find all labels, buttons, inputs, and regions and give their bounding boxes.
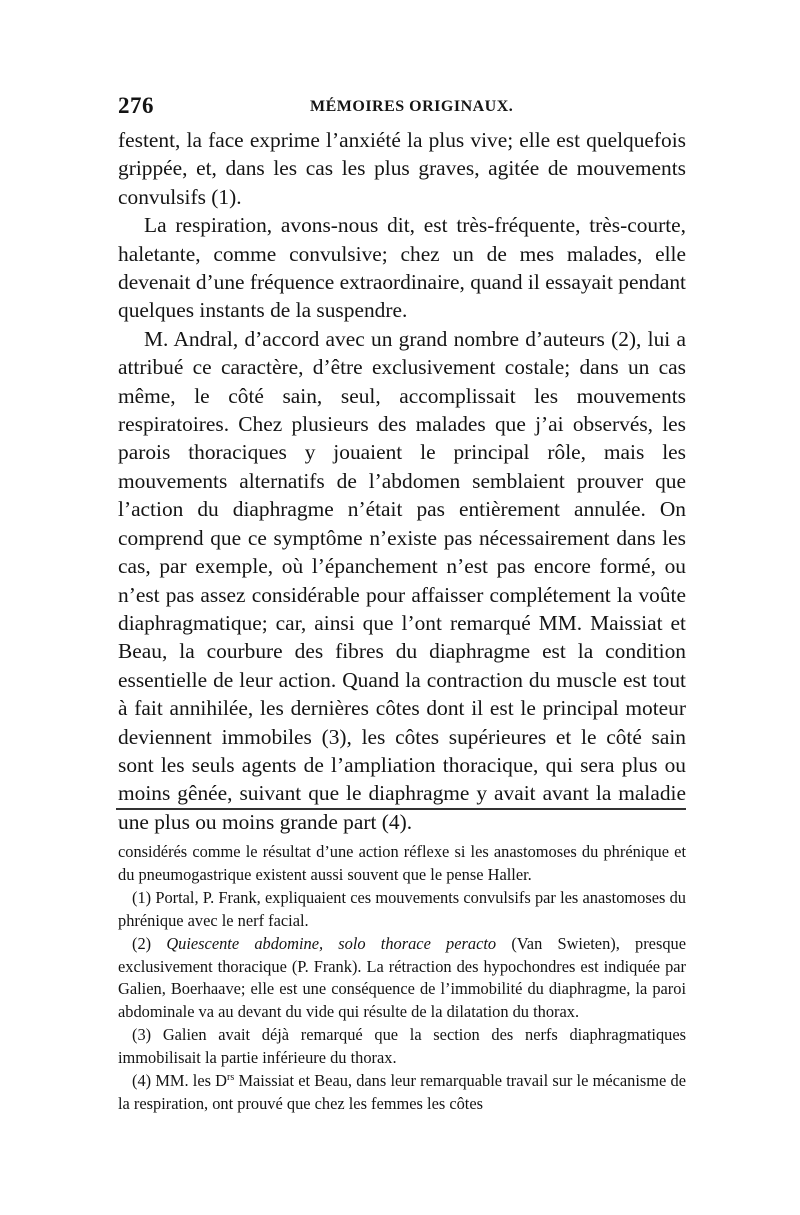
main-text [118,126,686,836]
footnote-4-text: Maissiat et Beau, dans leur remarquable travail sur le mécanisme de la respiration, ont prouvé que chez les femmes les côtes [118,1071,686,1113]
footnote-4-start: (4) MM. les D [132,1071,228,1091]
footnote-4-superscript: rs [227,1072,235,1084]
page-number: 276 [118,93,154,118]
paragraph-continuation: festent, la face exprime l’anxiété la plus vive; elle est quelquefois grippée, et, dans les cas les plus graves, agitée de mouvements convulsifs (1). [118,128,686,209]
paragraph-andral: M. Andral, d’accord avec un grand nombre d’auteurs (2), lui a attribué ce caractère, d’être exclusivement costale; dans un cas même, le côté sain, seul, accomplissait les mouvements respiratoires. Chez plusieurs des malades que j’ai observés, les parois thoraciques y jouaient le principal rôle, mais les mouvements alternatifs de l’abdomen semblaient prouver que l’action du diaphragme n’était pas entièrement annulée. On comprend que ce symptôme n’existe pas nécessairement dans les cas, par exemple, où l’épanchement n’est pas encore formé, ou n’est pas assez considérable pour affaisser complétement la voûte diaphragmatique; car, ainsi que l’ont remarqué MM. Maissiat et Beau, la courbure des fibres du diaphragme est la condition essentielle de leur action. Quand la contraction du muscle est tout à fait annihilée, les dernières côtes dont il est le principal moteur deviennent immobiles (3), les côtes supérieures et le côté sain sont les seuls agents de l’ampliation thoracique, qui sera plus ou moins gênée, suivant que le diaphragme y avait avant la maladie une plus ou moins grande part (4). [118,326,686,834]
running-title: MÉMOIRES ORIGINAUX. [310,98,514,115]
footnote-continuation: considérés comme le résultat d’une action réflexe si les anastomoses du phrénique et du pneumogastrique existent aussi souvent que le pense Haller. [118,842,686,884]
footnote-1: (1) Portal, P. Frank, expliquaient ces mouvements convulsifs par les anastomoses du phrénique avec le nerf facial. [118,887,686,930]
page-header [118,93,686,123]
footnote-separator [116,808,686,810]
footnote-2-text: (Van Swieten), presque exclusivement thoracique (P. Frank). La rétraction des hypochondres est indiquée par Galien, Boerhaave; elle est une conséquence de l’immobilité du diaphragme, la paroi abdominale va au devant du vide qui résulte de la dilatation du thorax. [118,933,686,1022]
paragraph-respiration: La respiration, avons-nous dit, est très-fréquente, très-courte, haletante, comme convulsive; chez un de mes malades, elle devenait d’une fréquence extraordinaire, quand il essayait pendant quelques instants de la suspendre. [118,213,686,323]
footnote-4 [118,1070,686,1116]
footnote-2-latin-quote: Quiescente abdomine, solo thorace peracto [166,933,497,953]
footnote-2-marker: (2) [132,933,167,953]
footnote-2 [118,933,686,1025]
footnote-3: (3) Galien avait déjà remarqué que la section des nerfs diaphragmatiques immobilisait la partie inférieure du thorax. [118,1025,686,1068]
footnotes [118,841,686,1116]
